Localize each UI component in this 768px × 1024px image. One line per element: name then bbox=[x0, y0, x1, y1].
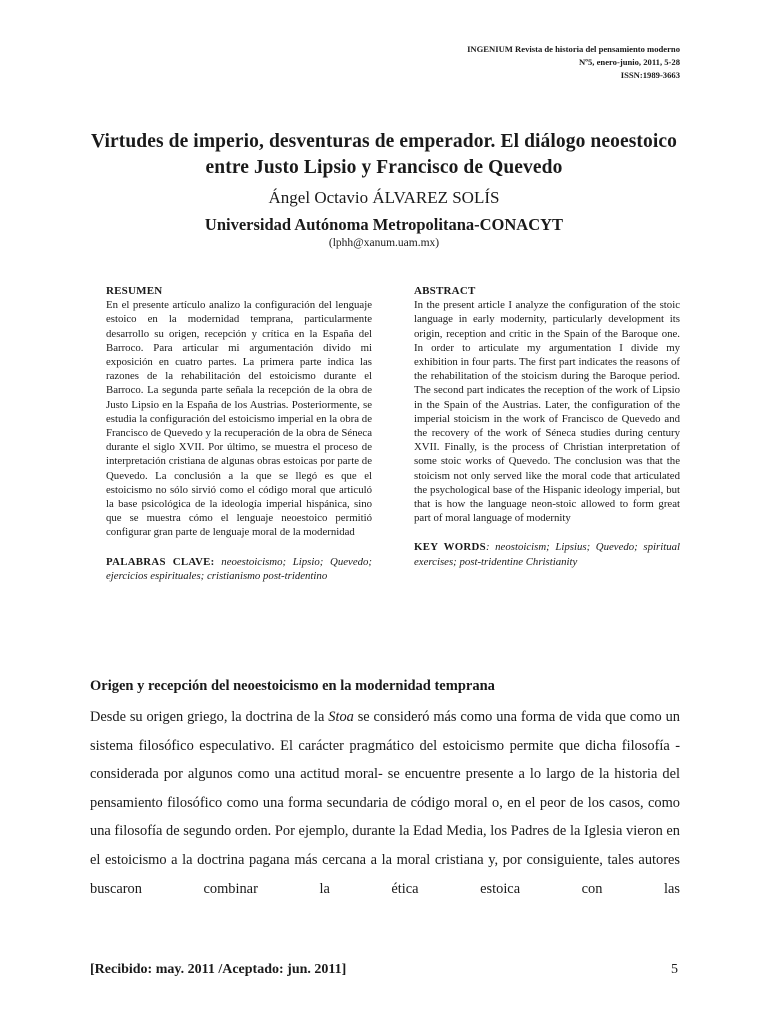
resumen-keywords bbox=[106, 555, 372, 583]
body-text-italic: Stoa bbox=[328, 709, 354, 725]
body-text-start: Desde su origen griego, la doctrina de la bbox=[90, 709, 329, 725]
body-paragraph bbox=[90, 703, 680, 903]
resumen-keywords-label: PALABRAS CLAVE: bbox=[106, 555, 215, 568]
body-text-rest: se consideró más como una forma de vida que como un sistema filosófico especulativo. El carácter pragmático del estoicismo permite que dicha filosofía -considerada por algunos como una actitud moral- se encuentre presente a lo largo de la historia del pensamiento filosófico como una forma secundaria de código moral o, en el peor de los casos, como una filosofía de segundo orden. Por ejemplo, durante la Edad Media, los Padres de la Iglesia vieron en el estoicismo a la doctrina pagana más cercana a la moral cristiana y, por consiguiente, tales autores buscaron combinar la ética estoica con las bbox=[90, 709, 680, 897]
journal-name: INGENIUM Revista de historia del pensamiento moderno bbox=[467, 44, 680, 54]
journal-header bbox=[467, 43, 680, 82]
journal-issue: Nº5, enero-junio, 2011, 5-28 bbox=[578, 57, 680, 67]
author-email: (lphh@xanum.uam.mx) bbox=[328, 237, 440, 249]
resumen-column bbox=[106, 284, 372, 583]
author-affiliation: Universidad Autónoma Metropolitana-CONACYT bbox=[204, 215, 564, 234]
abstract-keywords-label: KEY WORDS bbox=[414, 541, 486, 554]
received-dates: [Recibido: may. 2011 /Aceptado: jun. 2011] bbox=[90, 962, 347, 977]
abstract-column bbox=[414, 284, 680, 569]
journal-issn: ISSN:1989-3663 bbox=[620, 70, 680, 80]
abstract-heading: ABSTRACT bbox=[414, 285, 476, 297]
abstract-keywords-list: : neostoicism; Lipsius; Quevedo; spiritual exercises; post-tridentine Christianity bbox=[414, 541, 680, 568]
abstract-keywords bbox=[414, 540, 680, 568]
resumen-text: En el presente artículo analizo la configuración del lenguaje estoico en la modernidad temprana, particularmente desarrollo su origen, recepción y crítica en la España del Barroco. Para articular mi argumentación divido mi exposición en cuatro partes. La primera parte indica las razones de la rehabilitación del estoicismo durante el Barroco. La segunda parte señala la recepción de la obra de Justo Lipsio en la España de los Austrias. Posteriormente, se estudia la configuración del estoicismo imperial en la obra de Francisco de Quevedo y la recuperación de la obra de Séneca durante el siglo XVII. Por último, se muestra el proceso de interpretación cristiana de algunas obras estoicas por parte de Quevedo. La conclusión a la que se llegó es que el estoicismo no sólo sirvió como el código moral que articuló la base psicológica de la ideología imperial hispánica, sino que se muestra cómo el lenguaje neoestoico permitió configurar gran parte de lenguaje moral de la modernidad bbox=[106, 299, 372, 539]
abstract-text: In the present article I analyze the configuration of the stoic language in early modernity, particularly development its origin, reception and critic in the Spain of the Baroque one. In order to articulate my argumentation I divide my exhibition in four parts. The first part indicates the reasons of the rehabilitation of the stoicism during the Baroque period. The second part indicates the reception of the work of Lipsio in the Spain of the Austrias. Later, the configuration of the imperial stoicism in the work of Francisco de Quevedo and the recovery of the work of Séneca studies during century XVII. Finally, is the process of Christian interpretation of some stoic works of Quevedo. The conclusion was that the stoicism not only served like the moral code that articulated the psychological base of the Hispanic ideology imperial, but that is how the language neon-stoic allowed to form great part of moral language of modernity bbox=[414, 299, 680, 525]
article-title: Virtudes de imperio, desventuras de emperador. El diálogo neoestoico entre Justo Lipsio y Francisco de Quevedo bbox=[91, 131, 677, 178]
resumen-keywords-list: neoestoicismo; Lipsio; Quevedo; ejercicios espirituales; cristianismo post-tridentino bbox=[106, 555, 373, 582]
author-name: Ángel Octavio ÁLVAREZ SOLÍS bbox=[268, 188, 500, 207]
resumen-heading: RESUMEN bbox=[106, 285, 163, 297]
page-number: 5 bbox=[671, 962, 678, 977]
section-heading: Origen y recepción del neoestoicismo en la modernidad temprana bbox=[90, 678, 495, 694]
